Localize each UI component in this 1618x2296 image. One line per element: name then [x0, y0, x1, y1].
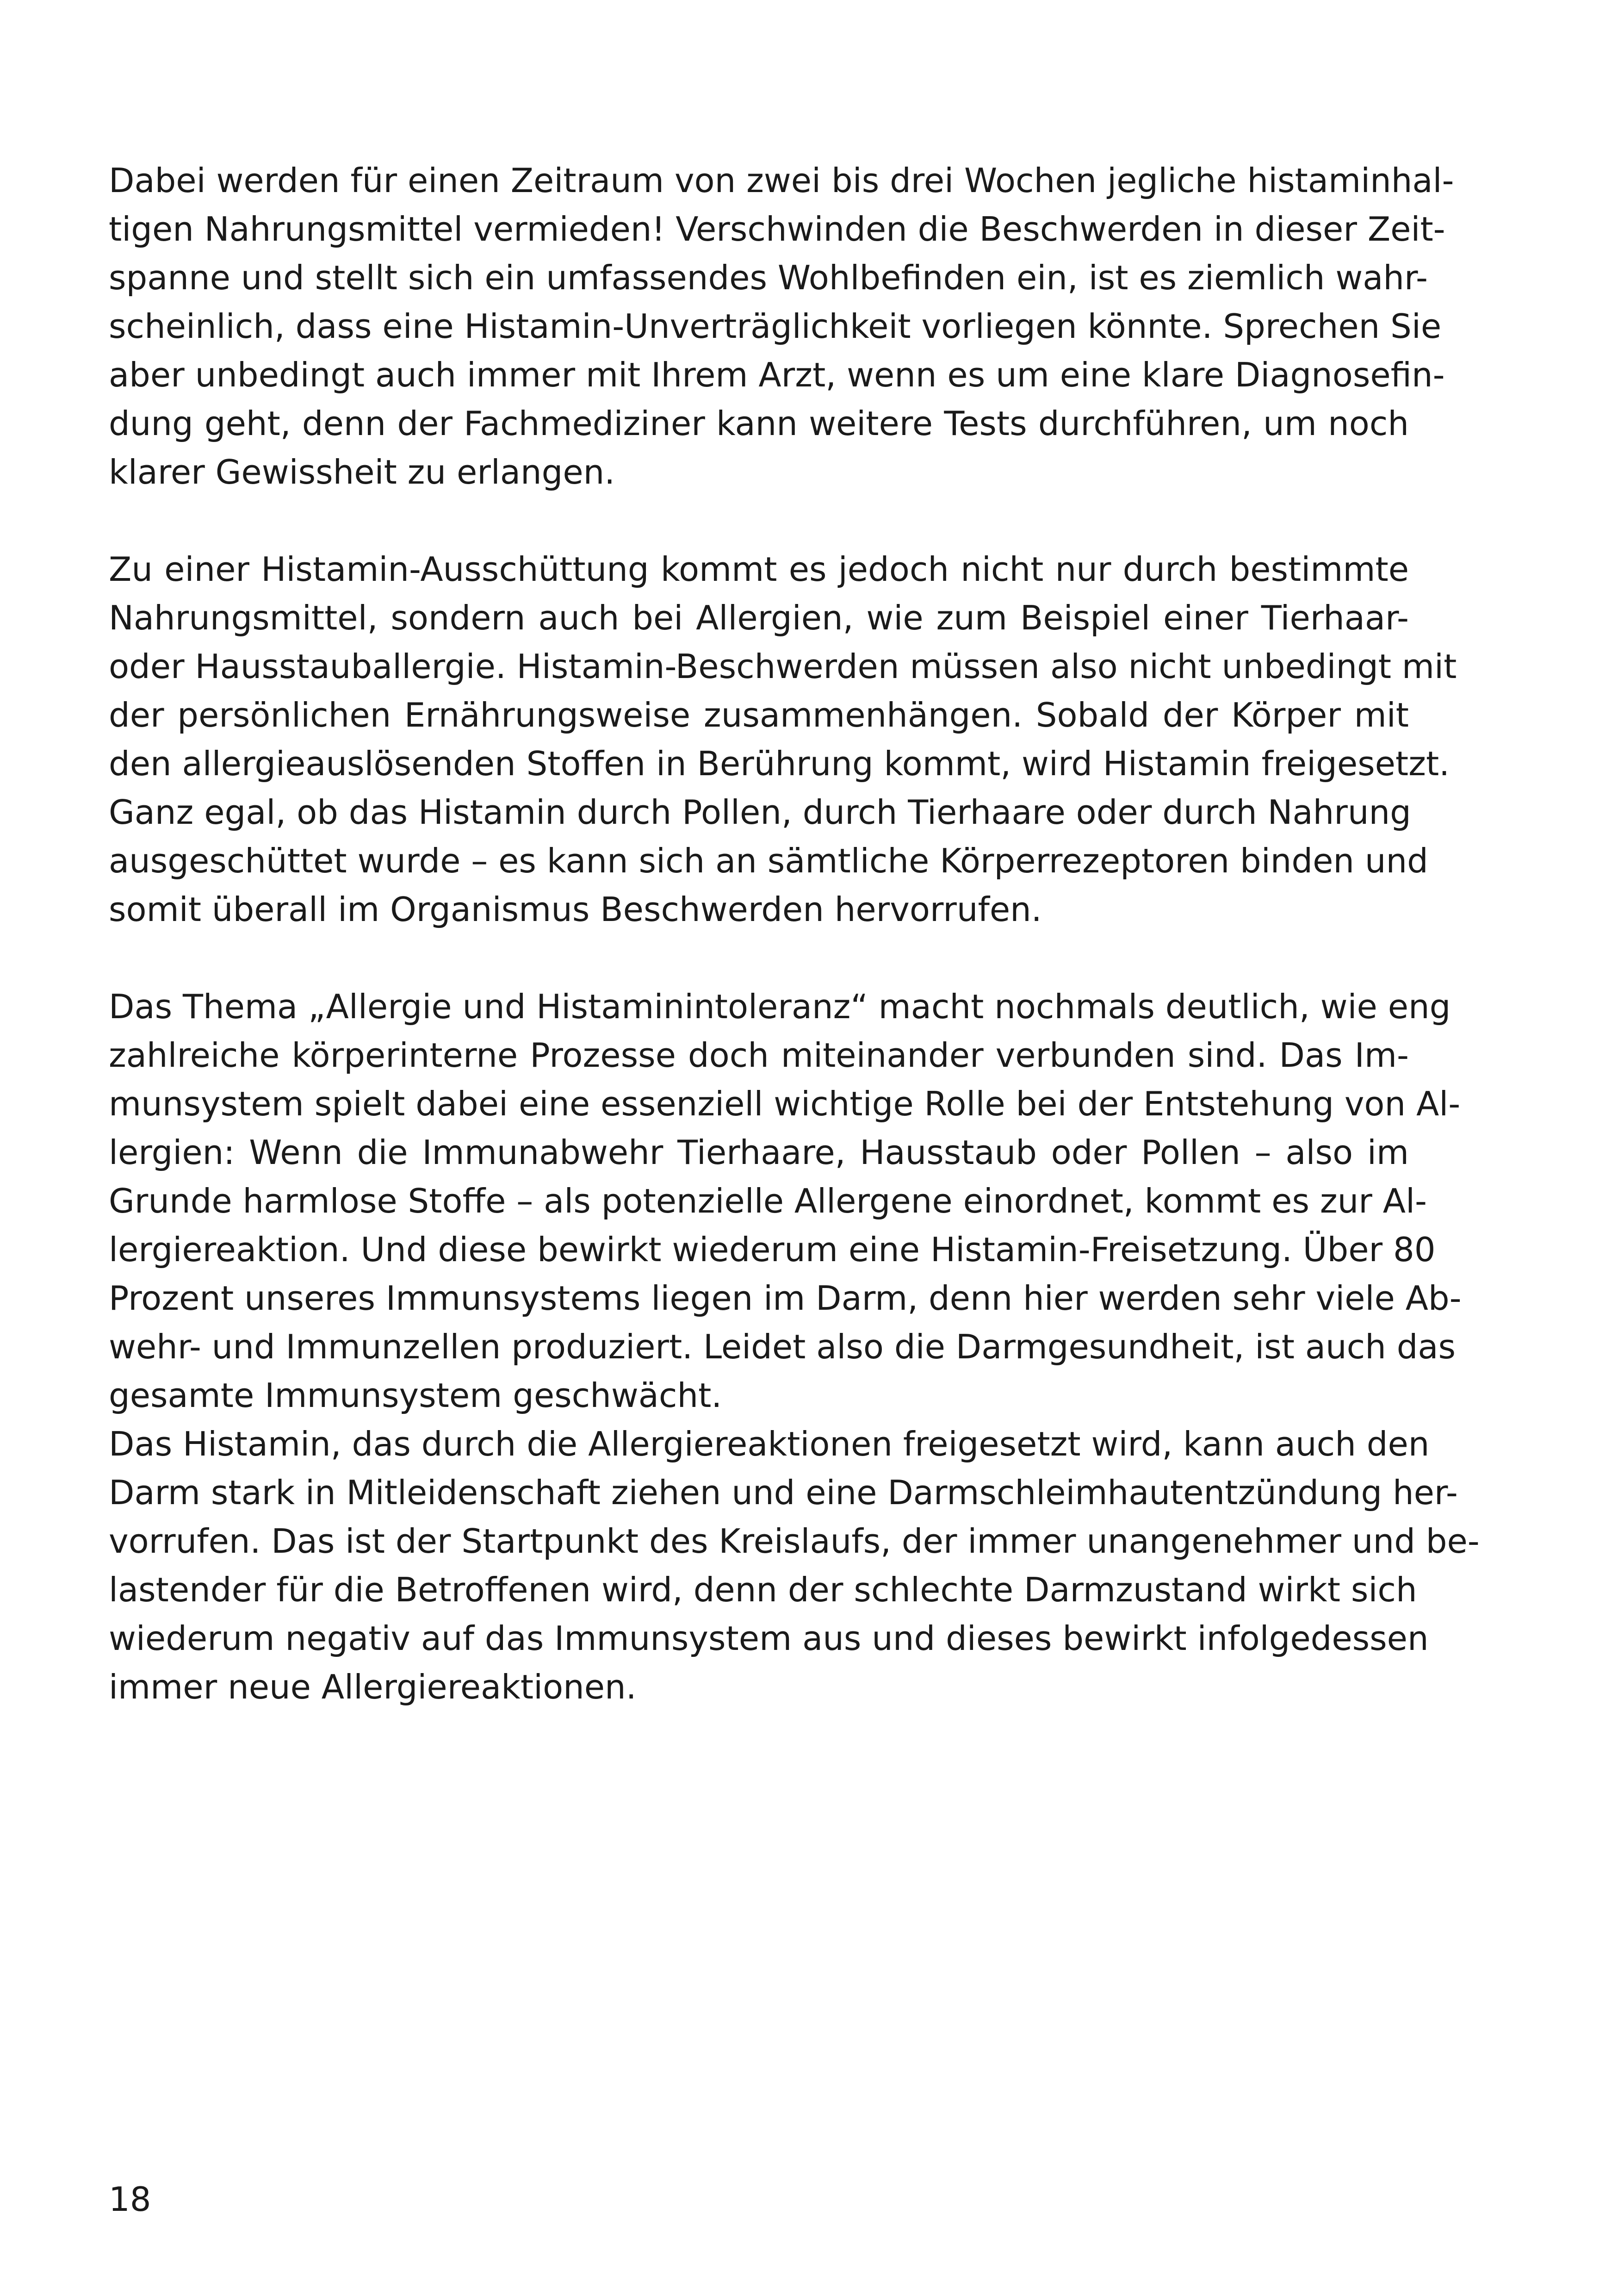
text-line: lergiereaktion. Und diese bewirkt wiederum eine Histamin-Freisetzung. Über 80 — [109, 1230, 1436, 1269]
text-line: ausgeschüttet wurde – es kann sich an sämtliche Körperrezeptoren binden und — [109, 841, 1428, 880]
text-line: oder Hausstauballergie. Histamin-Beschwerden müssen also nicht unbedingt mit — [109, 647, 1457, 686]
text-line: somit überall im Organismus Beschwerden hervorrufen. — [109, 890, 1042, 929]
text-line: wiederum negativ auf das Immunsystem aus und dieses bewirkt infolgedessen — [109, 1619, 1429, 1658]
text-line: der persönlichen Ernährungsweise zusammenhängen. Sobald der Körper mit — [109, 696, 1409, 734]
paragraph — [109, 1420, 1480, 1711]
text-line: vorrufen. Das ist der Startpunkt des Kreislaufs, der immer unangenehmer und be- — [109, 1522, 1480, 1561]
page-number: 18 — [109, 2180, 151, 2219]
text-line: Das Thema „Allergie und Histaminintoleranz“ macht nochmals deutlich, wie eng — [109, 987, 1451, 1026]
text-line: spanne und stellt sich ein umfassendes Wohlbefinden ein, ist es ziemlich wahr- — [109, 258, 1428, 297]
text-line: Nahrungsmittel, sondern auch bei Allergien, wie zum Beispiel einer Tierhaar- — [109, 598, 1409, 637]
text-line: Zu einer Histamin-Ausschüttung kommt es jedoch nicht nur durch bestimmte — [109, 550, 1409, 589]
text-line: aber unbedingt auch immer mit Ihrem Arzt, wenn es um eine klare Diagnosefin- — [109, 355, 1445, 394]
text-line: klarer Gewissheit zu erlangen. — [109, 453, 615, 492]
text-line: Das Histamin, das durch die Allergiereaktionen freigesetzt wird, kann auch den — [109, 1425, 1430, 1463]
text-line: Grunde harmlose Stoffe – als potenzielle Allergene einordnet, kommt es zur Al- — [109, 1182, 1427, 1220]
paragraph — [109, 156, 1454, 497]
text-line: zahlreiche körperinterne Prozesse doch miteinander verbunden sind. Das Im- — [109, 1036, 1409, 1075]
text-line: lergien: Wenn die Immunabwehr Tierhaare, Hausstaub oder Pollen – also im — [109, 1133, 1409, 1172]
text-line: dung geht, denn der Fachmediziner kann weitere Tests durchführen, um noch — [109, 404, 1409, 443]
text-line: Darm stark in Mitleidenschaft ziehen und eine Darmschleimhautentzündung her- — [109, 1473, 1458, 1512]
text-line: lastender für die Betroffenen wird, denn der schlechte Darmzustand wirkt sich — [109, 1570, 1417, 1609]
paragraph — [109, 983, 1462, 1420]
text-line: scheinlich, dass eine Histamin-Unverträglichkeit vorliegen könnte. Sprechen Sie — [109, 307, 1442, 346]
text-line: Dabei werden für einen Zeitraum von zwei bis drei Wochen jegliche histaminhal- — [109, 161, 1454, 200]
paragraph-gap — [109, 934, 1409, 983]
body-text — [109, 156, 1480, 1711]
paragraph-gap — [109, 497, 1409, 545]
text-line: Ganz egal, ob das Histamin durch Pollen, durch Tierhaare oder durch Nahrung — [109, 793, 1411, 832]
paragraph — [109, 545, 1457, 934]
text-line: Prozent unseres Immunsystems liegen im Darm, denn hier werden sehr viele Ab- — [109, 1279, 1462, 1318]
text-line: tigen Nahrungsmittel vermieden! Verschwinden die Beschwerden in dieser Zeit- — [109, 210, 1445, 249]
text-line: wehr- und Immunzellen produziert. Leidet also die Darmgesundheit, ist auch das — [109, 1327, 1456, 1366]
text-line: gesamte Immunsystem geschwächt. — [109, 1376, 722, 1415]
text-line: immer neue Allergiereaktionen. — [109, 1668, 637, 1706]
text-line: munsystem spielt dabei eine essenziell wichtige Rolle bei der Entstehung von Al- — [109, 1084, 1461, 1123]
text-line: den allergieauslösenden Stoffen in Berührung kommt, wird Histamin freigesetzt. — [109, 744, 1450, 783]
